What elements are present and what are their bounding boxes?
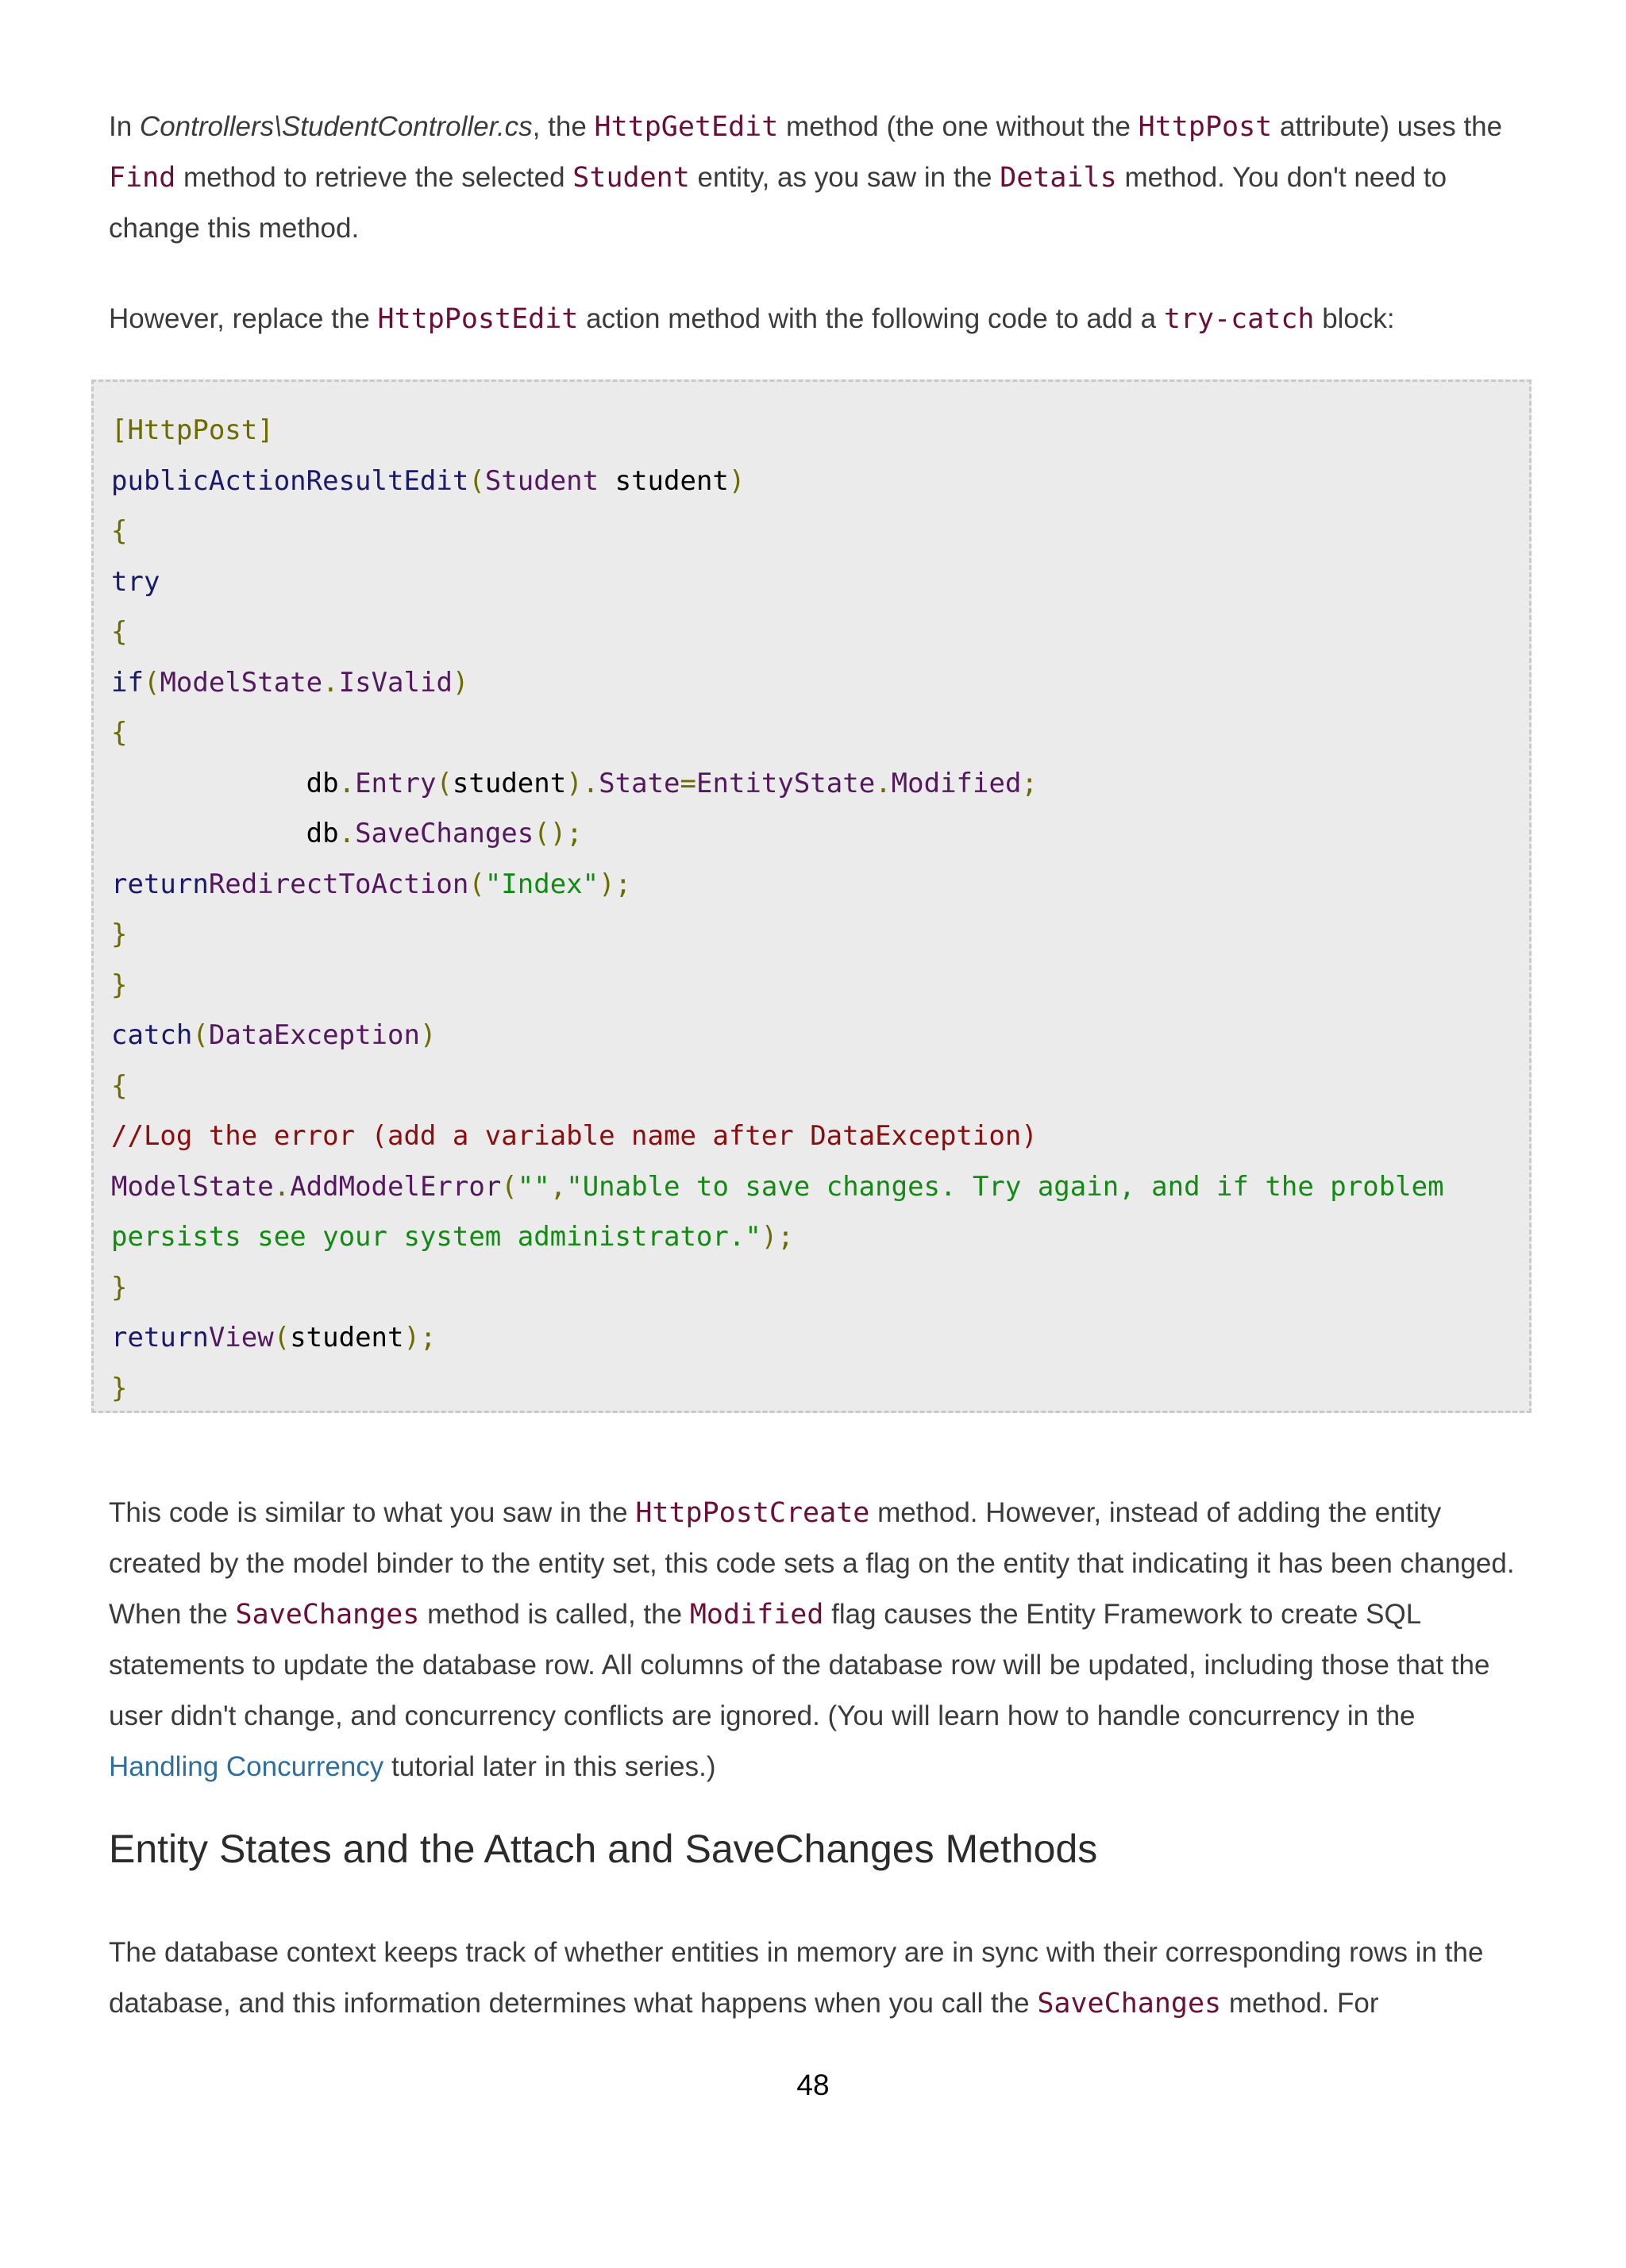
code-token: = xyxy=(680,767,697,799)
paragraph-code-explanation xyxy=(109,1488,1517,1792)
code-token: ModelState xyxy=(111,1170,274,1203)
code-token: student xyxy=(599,464,729,497)
text: method. For xyxy=(1221,1988,1379,2019)
text: The database context keeps track of whether entities in memory are in sync with their corresponding rows in the database, and this information determines what happens when you call the xyxy=(109,1937,1484,2019)
code-token: student xyxy=(290,1322,404,1353)
code-token: catch xyxy=(111,1019,193,1051)
paragraph-edit-get xyxy=(109,102,1517,254)
code-token: { xyxy=(111,1069,128,1102)
code-token: Modified xyxy=(891,767,1022,799)
code-token: (); xyxy=(534,818,583,849)
code-token: RedirectToAction xyxy=(208,868,469,900)
code-token: AddModelError xyxy=(290,1170,502,1203)
text: block: xyxy=(1314,303,1395,334)
text: attribute) uses the xyxy=(1272,111,1503,142)
code-token: Student xyxy=(484,464,599,497)
code-token: State xyxy=(599,767,680,799)
code-token: ); xyxy=(599,868,632,900)
code-token: ( xyxy=(143,666,160,699)
inline-code: Find xyxy=(109,162,176,194)
inline-code: HttpPostEdit xyxy=(377,303,579,335)
page-number: 48 xyxy=(796,2069,830,2101)
text: This code is similar to what you saw in the xyxy=(109,1497,636,1528)
code-token: . xyxy=(338,818,356,849)
code-token: return xyxy=(111,868,209,900)
code-string: "Index" xyxy=(484,868,599,900)
code-token: } xyxy=(111,968,128,1001)
code-token: EntityState xyxy=(696,767,876,799)
code-token: ; xyxy=(1021,767,1038,799)
code-token: try xyxy=(111,565,160,598)
inline-code: HttpPost xyxy=(1138,111,1273,143)
text: method (the one without the xyxy=(778,111,1139,142)
code-token: } xyxy=(111,1271,128,1303)
text: method. You don't need to change this method. xyxy=(109,162,1447,244)
inline-code: try-catch xyxy=(1163,303,1315,335)
code-token: DataException xyxy=(208,1019,420,1051)
code-token: . xyxy=(322,666,339,699)
code-token: } xyxy=(111,1372,128,1404)
code-token: . xyxy=(338,767,356,799)
code-token: ( xyxy=(501,1170,518,1203)
inline-code: SaveChanges xyxy=(1037,1988,1222,2020)
paragraph-database-context xyxy=(109,1927,1517,2029)
inline-code: SaveChanges xyxy=(235,1599,420,1631)
text: , the xyxy=(532,111,595,142)
paragraph-replace-instruction xyxy=(109,294,1395,345)
inline-code: Details xyxy=(1000,162,1117,194)
code-token: return xyxy=(111,1322,209,1353)
code-token: ( xyxy=(468,464,485,497)
code-token: , xyxy=(549,1170,567,1203)
code-token: ) xyxy=(419,1019,437,1051)
inline-code: Student xyxy=(572,162,690,194)
code-listing xyxy=(111,406,1444,1414)
code-token: IsValid xyxy=(338,666,453,699)
code-token: . xyxy=(875,767,892,799)
code-token: View xyxy=(208,1322,274,1353)
code-token: } xyxy=(111,918,128,950)
code-token: { xyxy=(111,515,128,547)
code-token: ) xyxy=(728,464,746,497)
code-token: ( xyxy=(192,1019,209,1051)
code-token: ( xyxy=(273,1322,291,1353)
code-token: Entry xyxy=(355,767,437,799)
code-token: student xyxy=(452,767,567,799)
code-token: ); xyxy=(761,1221,794,1253)
text: action method with the following code to add a xyxy=(578,303,1164,334)
code-token: { xyxy=(111,717,128,749)
code-token: SaveChanges xyxy=(355,818,534,849)
code-token: ( xyxy=(436,767,453,799)
code-token: ). xyxy=(566,767,599,799)
text: method. However, instead of adding the entity created by the model binder to the entity set, this code sets a flag on the entity that indicating it has been changed. When the xyxy=(109,1497,1515,1630)
inline-code: Modified xyxy=(689,1599,824,1631)
code-string: persists see your system administrator." xyxy=(111,1221,761,1253)
code-token: { xyxy=(111,616,128,648)
code-token: ModelState xyxy=(160,666,323,699)
code-token: db xyxy=(306,818,339,849)
code-attribute: [HttpPost] xyxy=(111,414,274,446)
code-token: db xyxy=(306,767,339,799)
inline-code: HttpGetEdit xyxy=(594,111,779,143)
text: tutorial later in this series.) xyxy=(383,1751,716,1782)
code-token: ) xyxy=(452,666,469,699)
code-token: ); xyxy=(403,1322,437,1353)
inline-code: HttpPostCreate xyxy=(635,1497,870,1529)
code-string: "Unable to save changes. Try again, and if the problem xyxy=(566,1170,1444,1203)
code-string: "" xyxy=(517,1170,550,1203)
text: In xyxy=(109,111,140,142)
code-token: ( xyxy=(468,868,485,900)
code-token: if xyxy=(111,666,144,699)
code-comment: //Log the error (add a variable name after DataException) xyxy=(111,1120,1038,1152)
code-token: . xyxy=(273,1170,291,1203)
text: method is called, the xyxy=(419,1599,690,1630)
code-block xyxy=(91,379,1532,1413)
section-heading: Entity States and the Attach and SaveChanges Methods xyxy=(109,1827,1098,1871)
handling-concurrency-link[interactable]: Handling Concurrency xyxy=(109,1751,384,1782)
text: However, replace the xyxy=(109,303,378,334)
text: flag causes the Entity Framework to create SQL statements to update the database row. All columns of the database row will be updated, including those that the user didn't change, and concurrency conflicts are ignored. (You will learn how to handle concurrency in the xyxy=(109,1599,1490,1731)
text: entity, as you saw in the xyxy=(689,162,1000,193)
code-token: publicActionResultEdit xyxy=(111,464,469,497)
text: method to retrieve the selected xyxy=(175,162,573,193)
file-path: Controllers\StudentController.cs xyxy=(139,111,533,142)
